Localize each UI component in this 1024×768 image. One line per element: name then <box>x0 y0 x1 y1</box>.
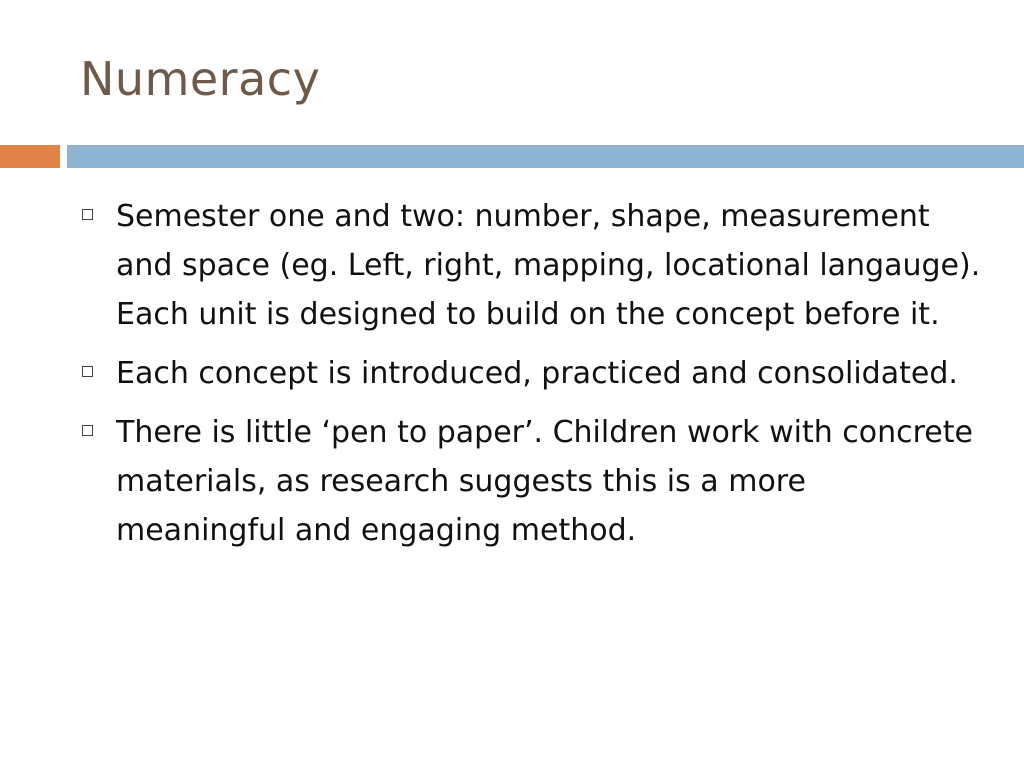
square-bullet-icon <box>82 366 93 377</box>
title-divider-bar <box>67 145 1024 168</box>
bullet-list <box>82 192 982 565</box>
bullet-text: Each concept is introduced, practiced and consolidated. <box>116 356 958 391</box>
bullet-text: There is little ‘pen to paper’. Children work with concrete materials, as research suggests this is a more meaningful and engaging method. <box>116 415 973 548</box>
bullet-text: Semester one and two: number, shape, measurement and space (eg. Left, right, mapping, locational langauge). Each unit is designed to build on the concept before it. <box>116 199 981 332</box>
slide-title: Numeracy <box>80 52 321 106</box>
square-bullet-icon <box>82 209 93 220</box>
bullet-item <box>82 408 982 555</box>
bullet-item <box>82 349 982 398</box>
title-accent-bar <box>0 145 60 168</box>
bullet-item <box>82 192 982 339</box>
square-bullet-icon <box>82 425 93 436</box>
